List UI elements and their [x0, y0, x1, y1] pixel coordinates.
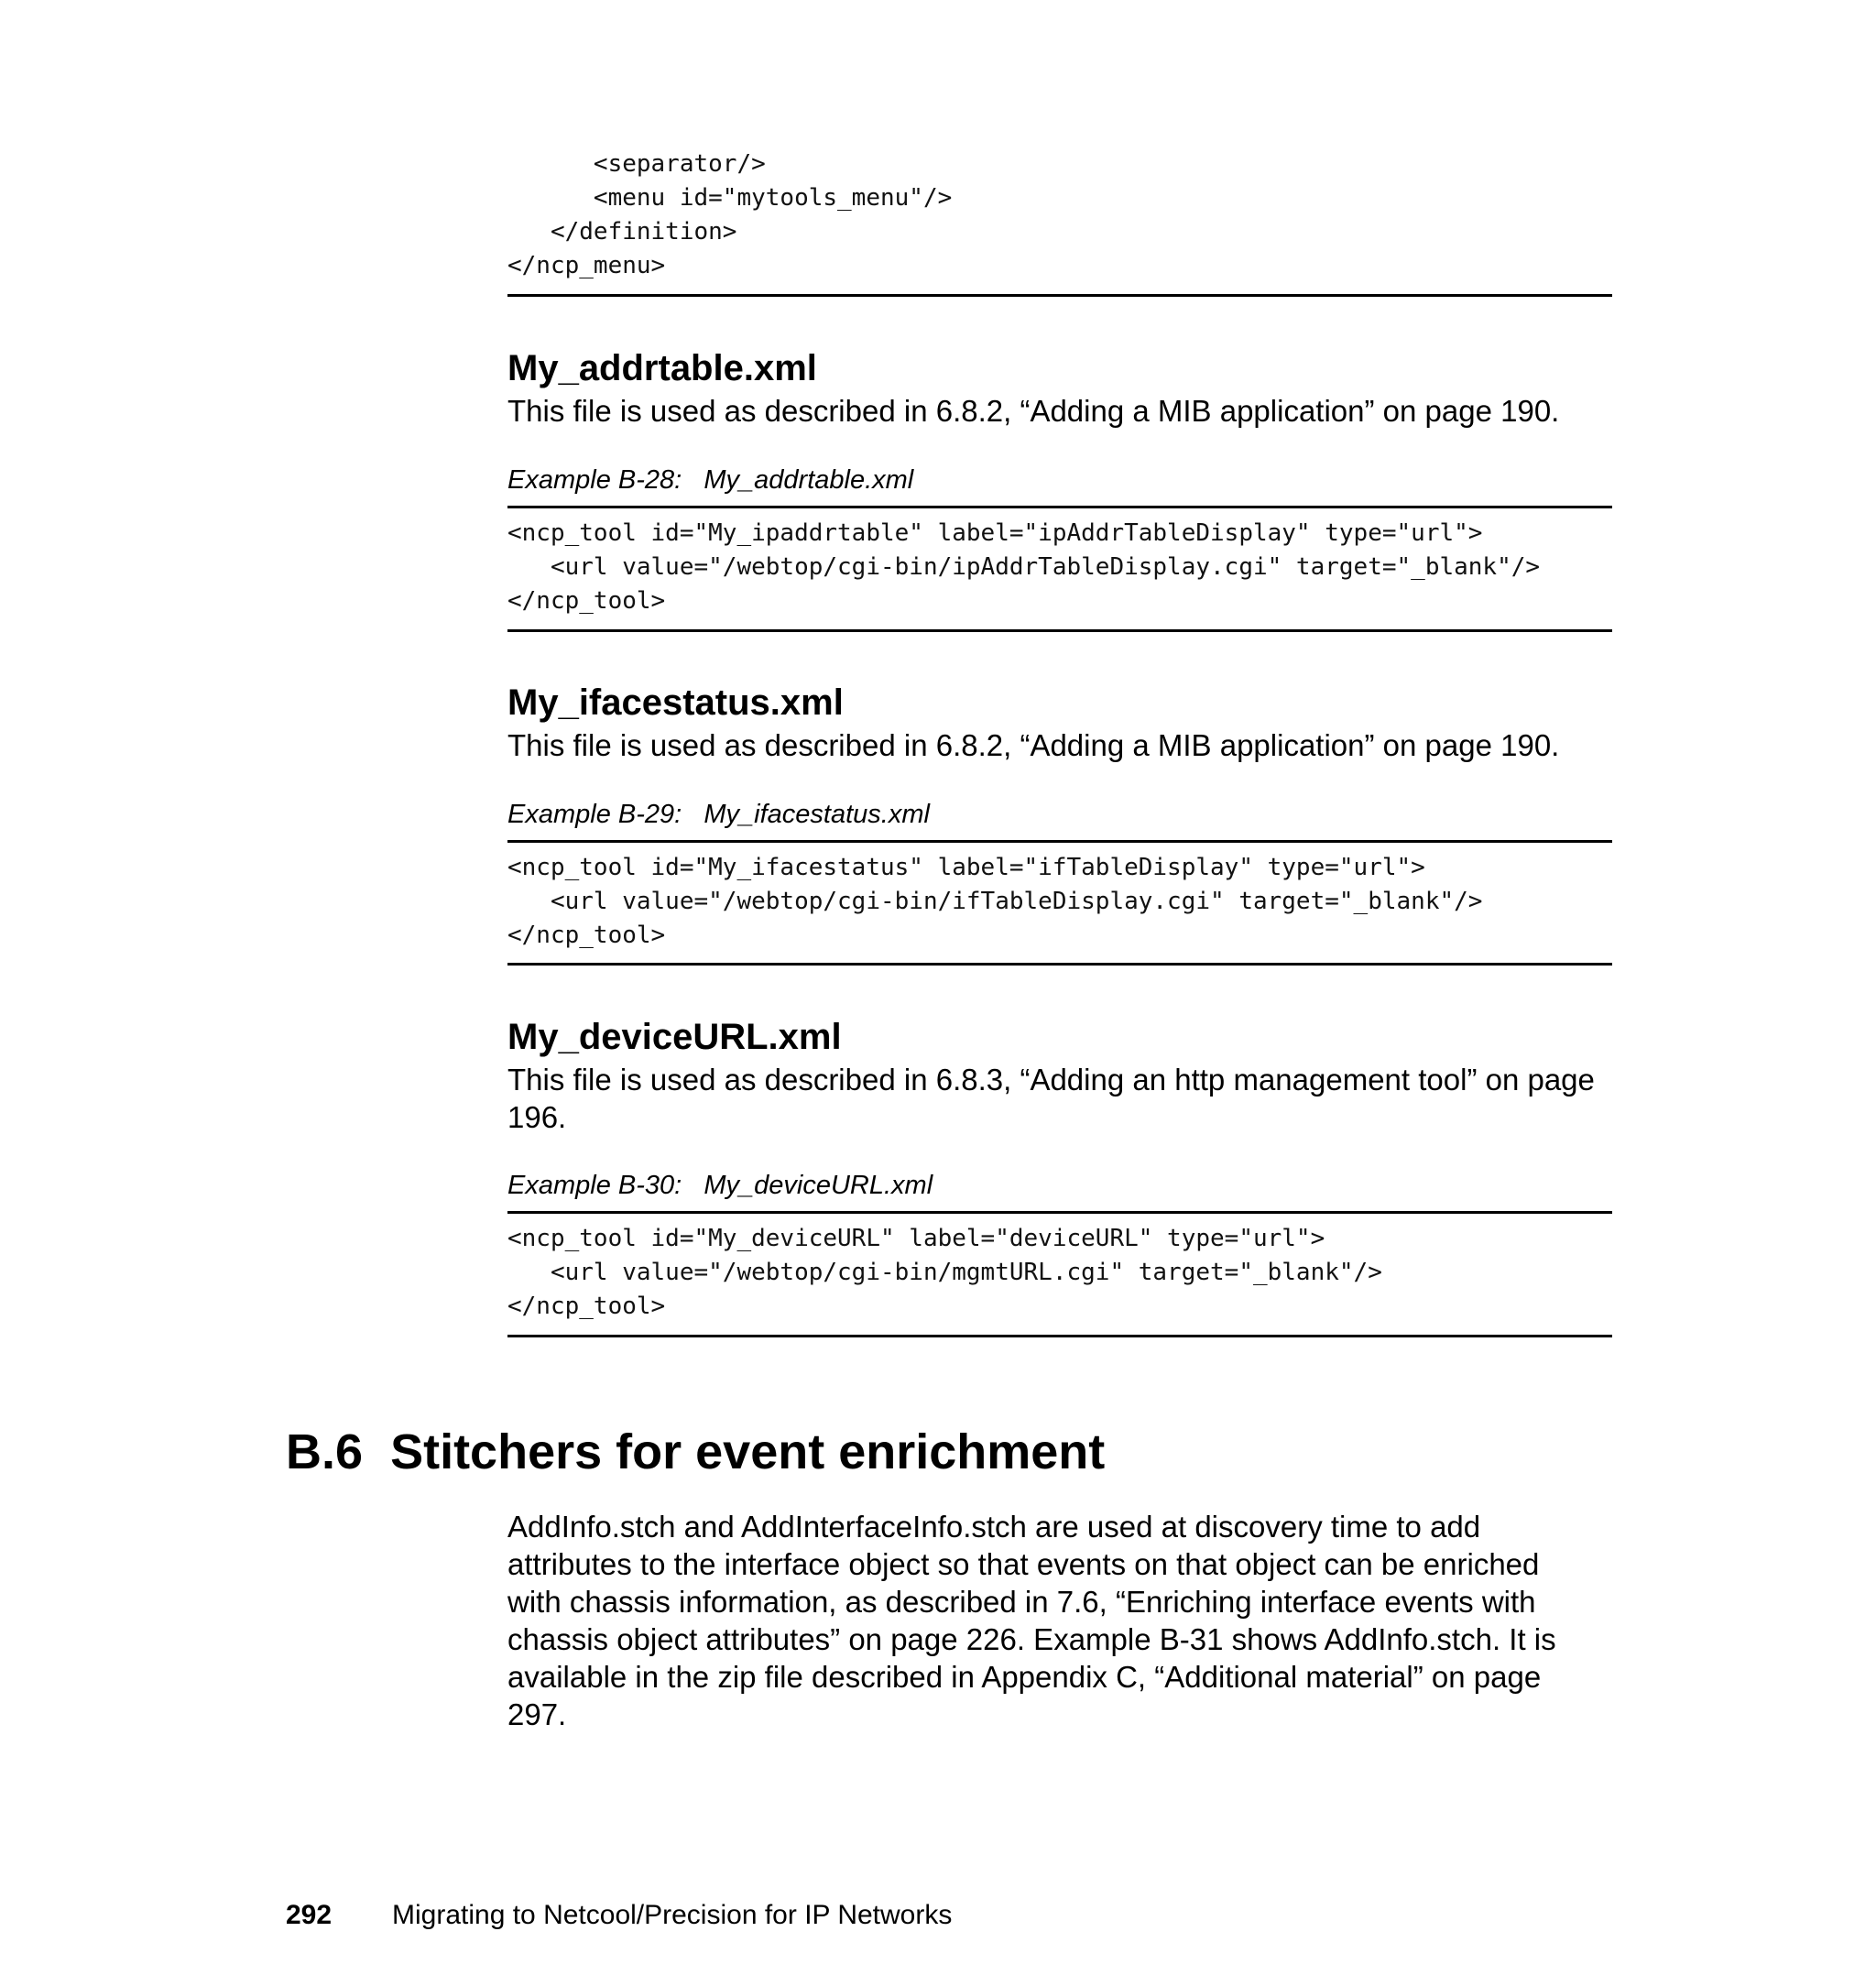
- file-section-deviceurl: [507, 1015, 1612, 1136]
- code-block-bottom-rule: [507, 629, 1612, 632]
- page-number: 292: [286, 1900, 333, 1930]
- example-label: Example B-29:: [507, 800, 682, 829]
- example-title: My_ifacestatus.xml: [704, 800, 930, 829]
- example-caption: [507, 464, 1612, 496]
- running-footer-title: Migrating to Netcool/Precision for IP Networks: [392, 1900, 953, 1930]
- code-block-top-rule: [507, 506, 1612, 508]
- example-caption: [507, 798, 1612, 831]
- code-block-top: [507, 147, 1612, 283]
- code-block-addrtable: [507, 517, 1612, 618]
- code-block-top-rule: [507, 1211, 1612, 1214]
- section-paragraph: AddInfo.stch and AddInterfaceInfo.stch are used at discovery time to add attributes to the interface object so that events on that object can be enriched with chassis information, as described in 7.6, “Enriching interface events with chassis object attributes” on page 226. Example B-31 shows AddInfo.stch. It is available in the zip file described in Appendix C, “Additional material” on page 297.: [507, 1510, 1556, 1731]
- example-title: My_addrtable.xml: [704, 465, 914, 495]
- section-title: Stitchers for event enrichment: [390, 1424, 1106, 1479]
- file-description: This file is used as described in 6.8.3, “Adding an http management tool” on page 196.: [507, 1063, 1595, 1134]
- file-heading: My_addrtable.xml: [507, 348, 817, 388]
- code-block-bottom-rule: [507, 963, 1612, 966]
- file-description: This file is used as described in 6.8.2, “Adding a MIB application” on page 190.: [507, 394, 1560, 428]
- example-label: Example B-30:: [507, 1171, 682, 1200]
- code-block-deviceurl: [507, 1222, 1612, 1324]
- code-listing: <ncp_tool id="My_deviceURL" label="deviceURL" type="url"> <url value="/webtop/cgi-bin/mgmtURL.cgi" target="_blank"/> </ncp_tool>: [507, 1225, 1382, 1320]
- code-block-ifacestatus: [507, 851, 1612, 953]
- example-label: Example B-28:: [507, 465, 682, 495]
- code-listing: <ncp_tool id="My_ipaddrtable" label="ipAddrTableDisplay" type="url"> <url value="/webtop/cgi-bin/ipAddrTableDisplay.cgi" target="_blank"/> </ncp_tool>: [507, 519, 1541, 615]
- file-heading: My_deviceURL.xml: [507, 1017, 842, 1057]
- code-block-bottom-rule: [507, 294, 1612, 297]
- example-caption: [507, 1169, 1612, 1202]
- section-heading: [286, 1423, 1105, 1481]
- code-block-top-rule: [507, 840, 1612, 843]
- file-heading: My_ifacestatus.xml: [507, 682, 844, 723]
- code-listing: <ncp_tool id="My_ifacestatus" label="ifTableDisplay" type="url"> <url value="/webtop/cgi-bin/ifTableDisplay.cgi" target="_blank"/> </ncp_tool>: [507, 854, 1483, 949]
- section-number: B.6: [286, 1424, 364, 1479]
- file-description: This file is used as described in 6.8.2, “Adding a MIB application” on page 190.: [507, 728, 1560, 762]
- code-block-bottom-rule: [507, 1335, 1612, 1337]
- section-body: [507, 1508, 1598, 1733]
- code-listing: <separator/> <menu id="mytools_menu"/> </definition> </ncp_menu>: [507, 150, 953, 279]
- file-section-addrtable: [507, 346, 1612, 430]
- file-section-ifacestatus: [507, 681, 1612, 764]
- example-title: My_deviceURL.xml: [704, 1171, 933, 1200]
